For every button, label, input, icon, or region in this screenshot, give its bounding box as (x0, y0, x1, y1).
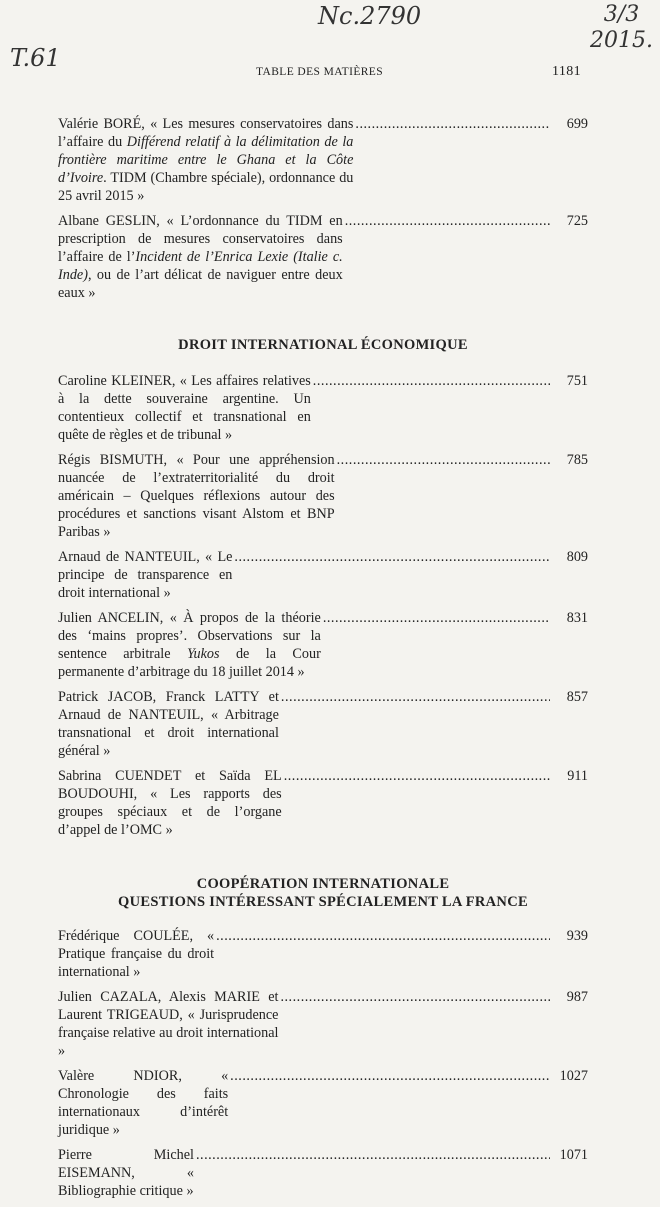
section-heading-line: COOPÉRATION INTERNATIONALE (196, 876, 450, 892)
toc-entry-page: 1071 (559, 1147, 588, 1163)
table-of-contents (58, 115, 588, 1207)
toc-entry (58, 548, 588, 602)
handwritten-mark-left: T.61 (10, 44, 61, 72)
dot-leader (337, 451, 550, 469)
running-header-page-number: 1181 (552, 64, 582, 79)
toc-entry (58, 988, 588, 1060)
toc-entry-page: 785 (566, 452, 588, 468)
toc-entry-page: 831 (566, 610, 588, 626)
dot-leader (323, 609, 550, 627)
handwritten-volume: 3/3 (603, 2, 640, 27)
toc-entry-page: 699 (566, 116, 588, 132)
toc-entry-page: 857 (566, 689, 588, 705)
section-heading-line: DROIT INTERNATIONAL ÉCONOMIQUE (178, 337, 468, 353)
dot-leader (234, 548, 550, 566)
toc-entry-text: Arnaud de NANTEUIL, « Le principe de transparence en droit international » (58, 549, 233, 601)
toc-entry (58, 115, 588, 205)
handwritten-reference: Nc.2790 (318, 2, 422, 30)
dot-leader (345, 212, 550, 230)
toc-entry-text: Patrick JACOB, Franck LATTY et Arnaud de NANTEUIL, « Arbitrage transnational et droit international général » (58, 689, 279, 759)
toc-entry (58, 609, 588, 681)
section-heading (58, 875, 588, 911)
toc-entry-page: 1027 (559, 1068, 588, 1084)
dot-leader (313, 372, 550, 390)
toc-entry (58, 927, 588, 981)
section-heading (58, 336, 588, 354)
toc-entry-text: Pierre Michel EISEMANN, « Bibliographie critique » (58, 1147, 194, 1199)
toc-entry-text: Julien ANCELIN, « À propos de la théorie des ‘mains propres’. Observations sur la sentence arbitrale Yukos de la Cour permanente d’arbitrage du 18 juillet 2014 » (58, 610, 321, 680)
dot-leader (284, 767, 550, 785)
toc-entry-text: Caroline KLEINER, « Les affaires relatives à la dette souveraine argentine. Un contentieux collectif et transnational en quête de règles et de tribunal » (58, 373, 311, 443)
dot-leader (355, 115, 550, 133)
toc-entry (58, 767, 588, 839)
toc-entry-text: Frédérique COULÉE, « Pratique française du droit international » (58, 928, 215, 980)
toc-entry (58, 451, 588, 541)
toc-entry-text: Albane GESLIN, « L’ordonnance du TIDM en prescription de mesures conservatoires dans l’affaire de l’Incident de l’Enrica Lexie (Italie c. Inde), ou de l’art délicat de naviguer entre deux eaux » (58, 213, 343, 301)
toc-entry-page: 987 (566, 989, 588, 1005)
toc-entry-page: 939 (566, 928, 588, 944)
toc-entry-text: Sabrina CUENDET et Saïda EL BOUDOUHI, « Les rapports des groupes spéciaux et de l’organe d’appel de l’OMC » (58, 768, 282, 838)
dot-leader (216, 927, 550, 945)
toc-entry (58, 372, 588, 444)
toc-entry-text: Julien CAZALA, Alexis MARIE et Laurent TRIGEAUD, « Jurisprudence française relative au droit international » (58, 989, 279, 1059)
toc-entry (58, 1146, 588, 1200)
toc-entry-page: 911 (567, 768, 588, 784)
dot-leader (196, 1146, 550, 1164)
dot-leader (230, 1067, 550, 1085)
toc-entry (58, 688, 588, 760)
running-header-title: TABLE DES MATIÈRES (256, 66, 384, 78)
toc-entry-text: Valérie BORÉ, « Les mesures conservatoires dans l’affaire du Différend relatif à la délimitation de la frontière maritime entre le Ghana et la Côte d’Ivoire. TIDM (Chambre spéciale), ordonnance du 25 avril 2015 » (58, 116, 354, 204)
section-heading-line: QUESTIONS INTÉRESSANT SPÉCIALEMENT LA FRANCE (118, 894, 528, 910)
dot-leader (280, 988, 550, 1006)
dot-leader (281, 688, 550, 706)
toc-entry-text: Régis BISMUTH, « Pour une appréhension nuancée de l’extraterritorialité du droit américain – Quelques réflexions autour des procédures et sanctions visant Alstom et BNP Paribas » (58, 452, 335, 540)
toc-entry (58, 1067, 588, 1139)
toc-entry (58, 212, 588, 302)
handwritten-year: 2015. (590, 28, 653, 53)
toc-entry-text: Valère NDIOR, « Chronologie des faits internationaux d’intérêt juridique » (58, 1068, 229, 1138)
toc-entry-page: 809 (566, 549, 588, 565)
handwritten-mark-right (590, 2, 653, 54)
toc-entry-page: 725 (566, 213, 588, 229)
toc-entry-page: 751 (566, 373, 588, 389)
